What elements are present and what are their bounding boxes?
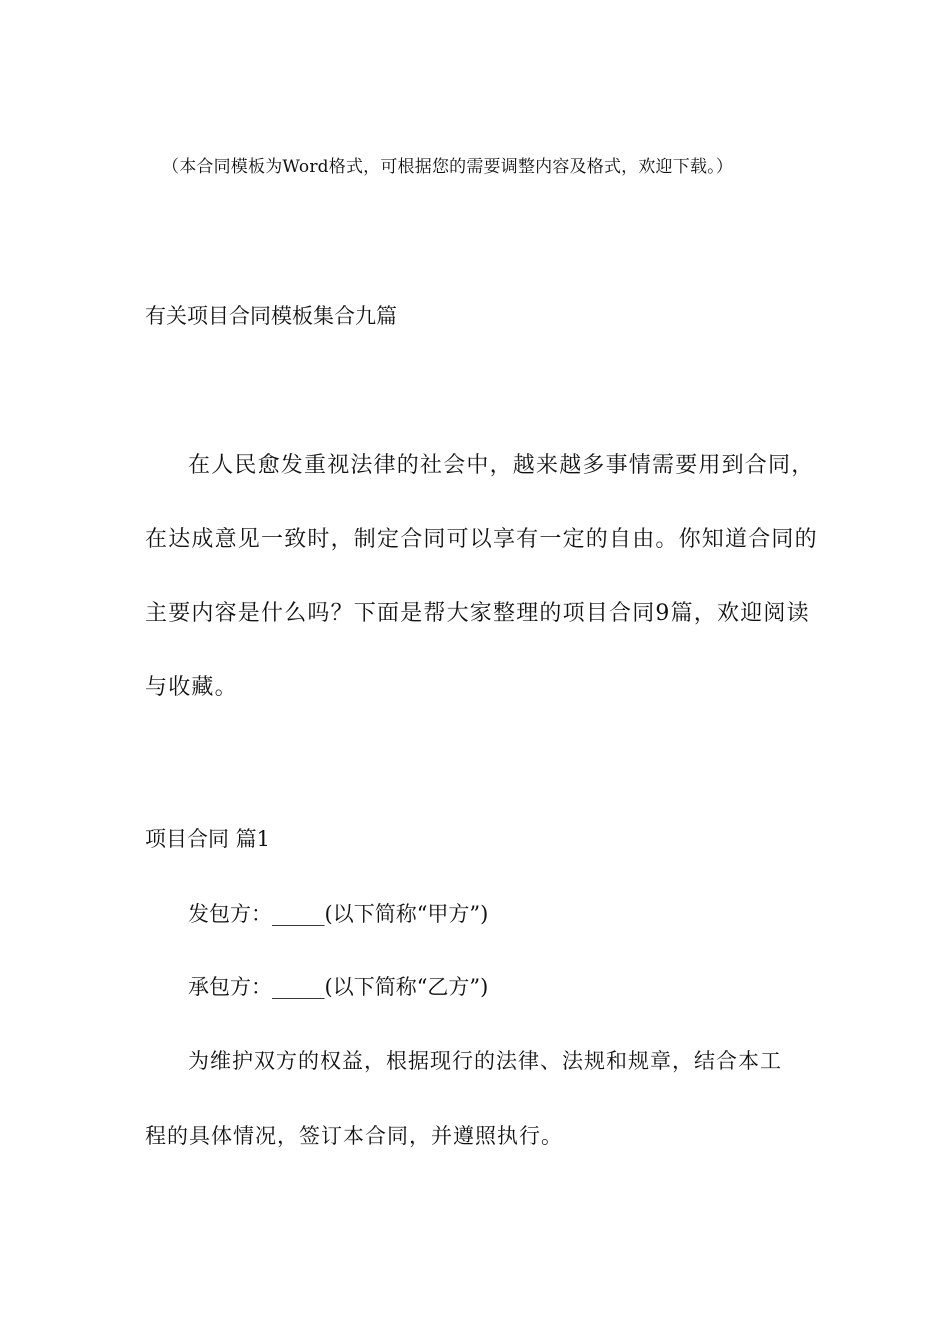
intro-line: 在达成意见一致时，制定合同可以享有一定的自由。你知道合同的 — [145, 527, 818, 552]
section-title: 项目合同 篇1 — [145, 827, 271, 851]
clause-line: 为维护双方的权益，根据现行的法律、法规和规章，结合本工 — [188, 1049, 782, 1073]
document-title: 有关项目合同模板集合九篇 — [145, 304, 397, 328]
clause-line: 程的具体情况，签订本合同，并遵照执行。 — [145, 1124, 563, 1148]
intro-line: 主要内容是什么吗？下面是帮大家整理的项目合同9篇，欢迎阅读 — [145, 601, 810, 626]
intro-line: 在人民愈发重视法律的社会中，越来越多事情需要用到合同， — [188, 453, 815, 478]
party-employer: 发包方：_____(以下简称“甲方”) — [188, 902, 489, 926]
party-contractor: 承包方：_____(以下简称“乙方”) — [188, 975, 489, 999]
intro-line: 与收藏。 — [145, 675, 238, 700]
header-note: （本合同模板为Word格式，可根据您的需要调整内容及格式，欢迎下载。） — [162, 157, 734, 177]
